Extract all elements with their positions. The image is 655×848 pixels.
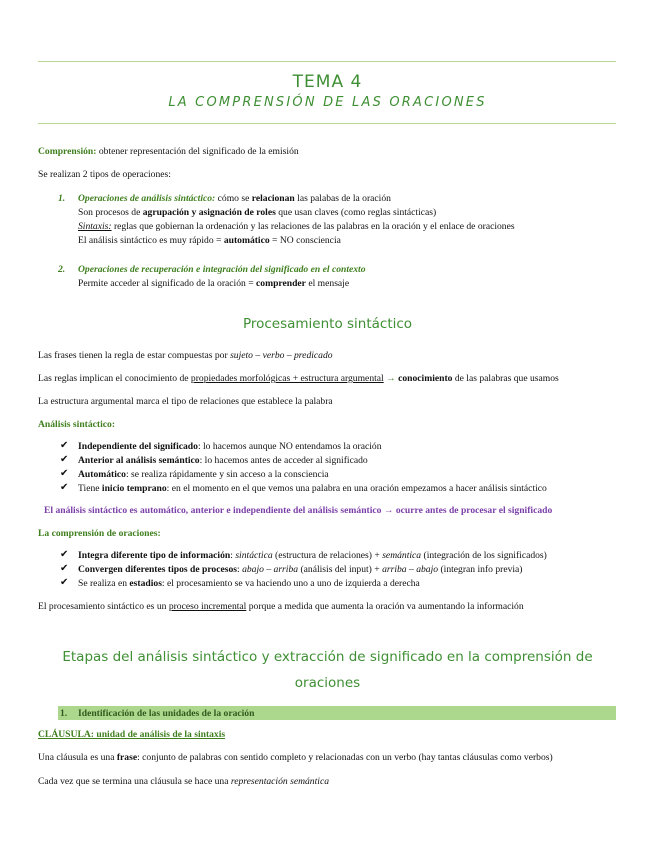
op1-line2: Son procesos de agrupación y asignación de roles que usan claves (como reglas sintácticas) xyxy=(78,207,437,218)
comprension-text: obtener representación del significado de la emisión xyxy=(96,146,299,157)
check-item: Automático: se realiza rápidamente y sin acceso a la consciencia xyxy=(78,469,329,480)
op1-line3: Sintaxis: reglas que gobiernan la ordenación y las relaciones de las palabras en la oración y el enlace de oraciones xyxy=(78,221,515,232)
arrow-icon: → xyxy=(383,373,399,384)
checkmark-icon: ✔ xyxy=(60,482,69,493)
op2-number: 2. xyxy=(58,264,66,275)
check-item: Tiene inicio temprano: en el momento en el que vemos una palabra en una oración empezamos a hacer análisis sintáctico xyxy=(78,483,547,494)
highlight-statement: El análisis sintáctico es automático, anterior e independiente del análisis semántico → ocurre antes de procesar el significado xyxy=(44,505,553,516)
comp-item-integra: Integra diferente tipo de información: sintáctica (estructura de relaciones) + semántica (integración de los significados) xyxy=(78,550,547,561)
comprension-label: Comprensión: xyxy=(38,146,97,157)
top-rule xyxy=(38,61,616,62)
op1-line4: El análisis sintáctico es muy rápido = automático = NO consciencia xyxy=(78,235,341,246)
section-heading-procesamiento: Procesamiento sintáctico xyxy=(242,316,413,332)
section-heading-etapas-line1: Etapas del análisis sintáctico y extracción de significado en la comprensión de xyxy=(62,649,593,665)
checkmark-icon: ✔ xyxy=(60,440,69,451)
comp-item-convergen: Convergen diferentes tipos de procesos: abajo – arriba (análisis del input) + arriba – abajo (integran info previa) xyxy=(78,564,523,575)
checkmark-icon: ✔ xyxy=(60,577,69,588)
page-subtitle: LA COMPRENSIÓN DE LAS ORACIONES xyxy=(168,95,487,110)
op1-number: 1. xyxy=(58,193,66,204)
op1-line1: Operaciones de análisis sintáctico: cómo se relacionan las palabas de la oración xyxy=(78,193,391,204)
page-title: TEMA 4 xyxy=(292,72,363,92)
analisis-sintactico-label: Análisis sintáctico: xyxy=(38,419,116,430)
comprension-oraciones-label: La comprensión de oraciones: xyxy=(38,528,161,539)
section-heading-etapas-line2: oraciones xyxy=(294,675,361,691)
clausula-label: CLÁUSULA: unidad de análisis de la sintaxis xyxy=(38,729,226,740)
op2-line1: Permite acceder al significado de la oración = comprender el mensaje xyxy=(78,278,350,289)
op1-title: Operaciones de análisis sintáctico: xyxy=(78,193,216,204)
bar-title: Identificación de las unidades de la oración xyxy=(78,708,255,719)
clausula-definition: Una cláusula es una frase: conjunto de palabras con sentido completo y relacionadas con un verbo (hay tantas cláusulas como verbos) xyxy=(38,752,553,763)
checkmark-icon: ✔ xyxy=(60,549,69,560)
sintaxis-label: Sintaxis: xyxy=(78,221,112,232)
representacion-semantica: Cada vez que se termina una cláusula se hace una representación semántica xyxy=(38,776,329,787)
comp-item-estadios: Se realiza en estadios: el procesamiento se va haciendo uno a uno de izquierda a derecha xyxy=(78,578,420,589)
check-item: Anterior al análisis semántico: lo hacemos antes de acceder al significado xyxy=(78,455,368,466)
reglas-implican: Las reglas implican el conocimiento de propiedades morfológicas + estructura argumental → conocimiento de las palabras que usamos xyxy=(38,373,559,384)
frases-regla: Las frases tienen la regla de estar compuestas por sujeto – verbo – predicado xyxy=(38,350,333,361)
title-bottom-rule xyxy=(38,123,616,124)
checkmark-icon: ✔ xyxy=(60,454,69,465)
op2-title: Operaciones de recuperación e integración del significado en el contexto xyxy=(78,264,366,275)
bar-number: 1. xyxy=(60,708,68,719)
tipos-operaciones: Se realizan 2 tipos de operaciones: xyxy=(38,169,171,180)
proceso-incremental: El procesamiento sintáctico es un proceso incremental porque a medida que aumenta la oración va aumentando la información xyxy=(38,601,524,612)
check-item: Independiente del significado: lo hacemos aunque NO entendamos la oración xyxy=(78,441,382,452)
checkmark-icon: ✔ xyxy=(60,563,69,574)
comprension-definition xyxy=(38,146,299,157)
estructura-argumental: La estructura argumental marca el tipo de relaciones que establece la palabra xyxy=(38,396,333,407)
checkmark-icon: ✔ xyxy=(60,468,69,479)
